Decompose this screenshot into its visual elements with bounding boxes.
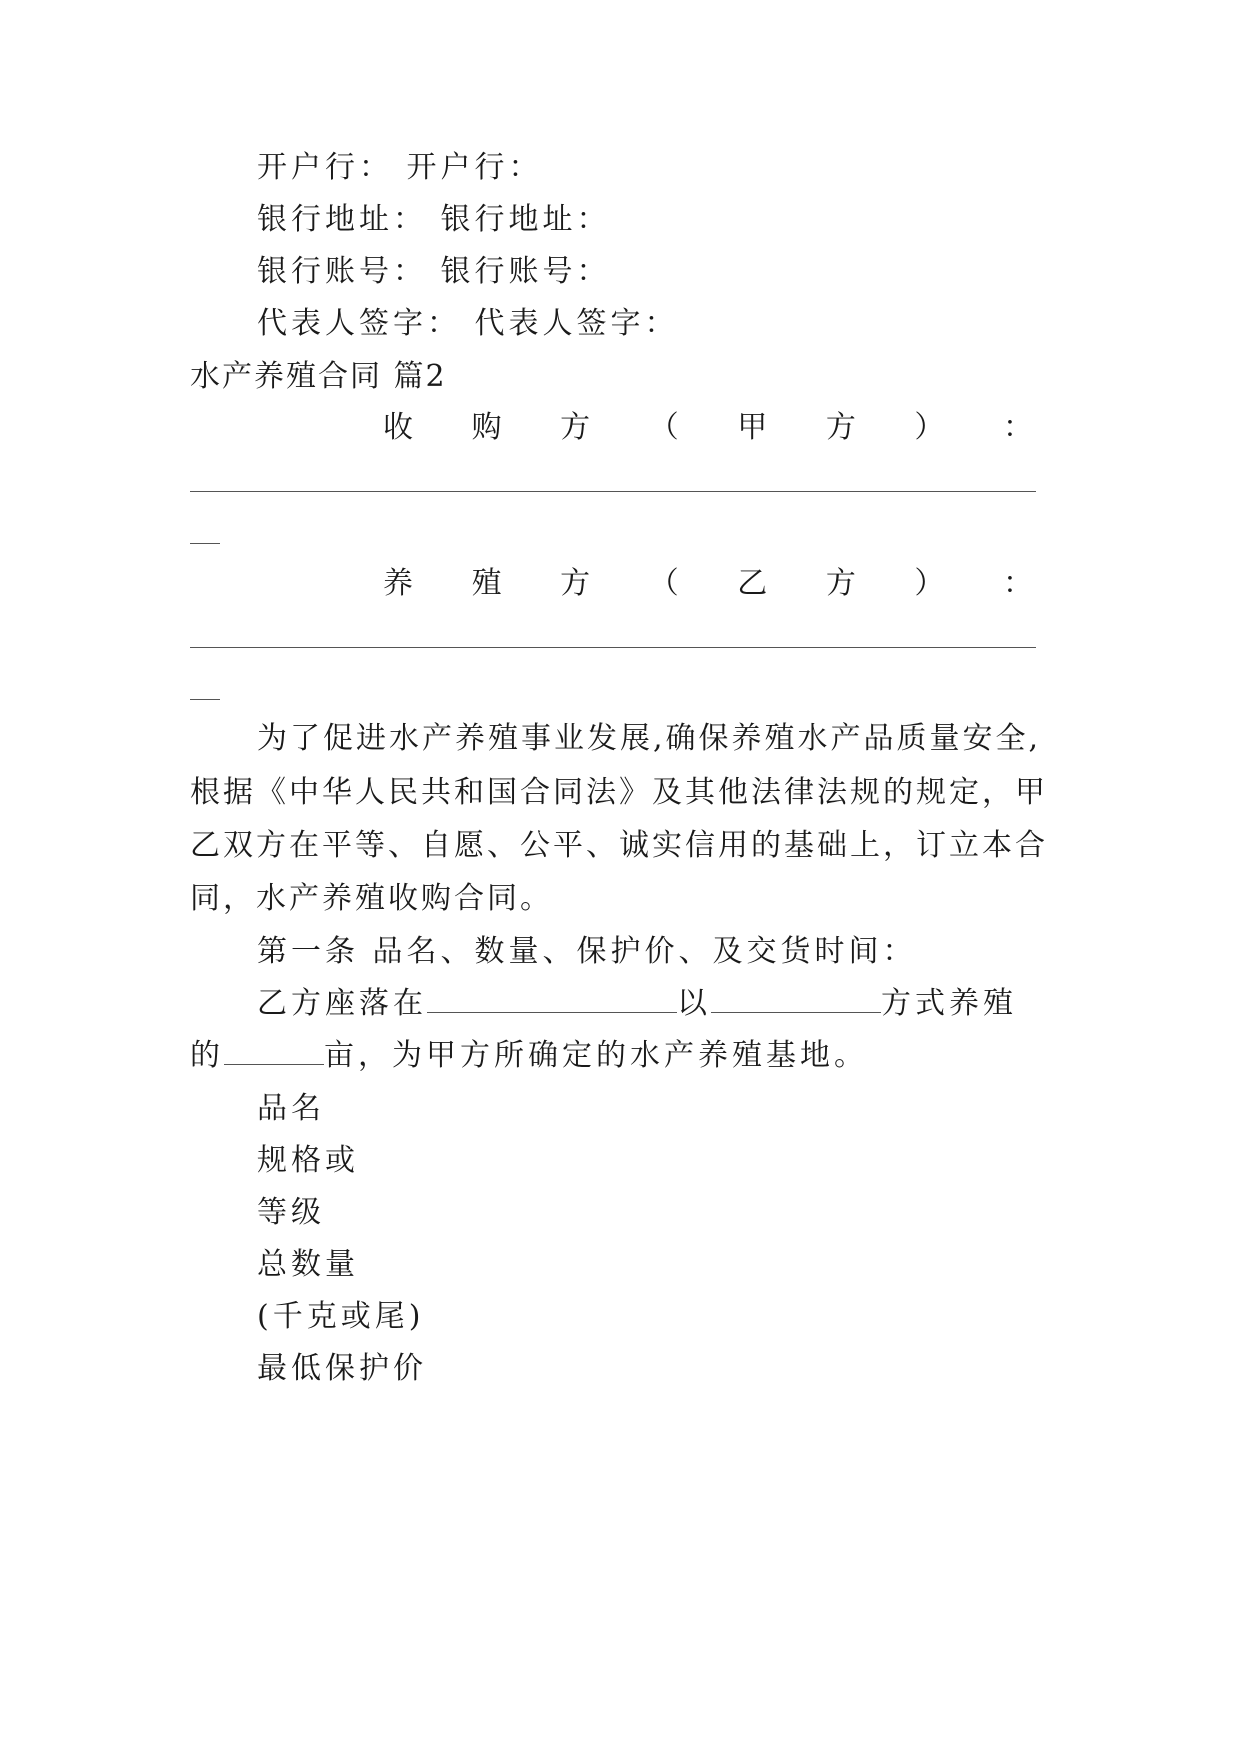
location-blank	[427, 986, 677, 1013]
buyer-fill-line-tail	[190, 543, 220, 544]
buyer-char: 方	[560, 410, 591, 445]
table-header-spec: 规格或	[257, 1143, 359, 1178]
table-header-product-name: 品名	[257, 1091, 325, 1126]
rep-sign-line: 代表人签字： 代表人签字：	[257, 306, 679, 341]
buyer-char: 方	[825, 410, 856, 445]
buyer-char: 甲	[737, 410, 768, 445]
intro-line-4: 同，水产养殖收购合同。	[190, 881, 553, 916]
article1-text: 乙方座落在	[257, 986, 427, 1021]
section-title: 水产养殖合同 篇2	[190, 359, 447, 394]
farmer-char: 乙	[737, 566, 768, 601]
article1-text: 亩，为甲方所确定的水产养殖基地。	[324, 1038, 868, 1073]
bank-address-line: 银行地址： 银行地址：	[257, 202, 611, 237]
farmer-fill-line	[190, 647, 1036, 648]
intro-line-3: 乙双方在平等、自愿、公平、诚实信用的基础上，订立本合	[190, 828, 1048, 863]
intro-line-2: 根据《中华人民共和国合同法》及其他法律法规的规定，甲	[190, 775, 1048, 810]
farmer-char: （	[648, 566, 679, 601]
table-header-grade: 等级	[257, 1195, 325, 1230]
article1-line-1	[257, 984, 1117, 1024]
article1-text: 以	[677, 986, 711, 1021]
table-header-total-quantity: 总数量	[257, 1247, 359, 1282]
buyer-char: 购	[471, 410, 502, 445]
table-header-min-price: 最低保护价	[257, 1351, 427, 1386]
farmer-char: ）	[914, 566, 945, 601]
intro-line-1: 为了促进水产养殖事业发展,确保养殖水产品质量安全,	[257, 721, 1042, 756]
farmer-char: 方	[560, 566, 591, 601]
buyer-char: ）	[914, 410, 945, 445]
article1-text: 方式养殖	[881, 986, 1017, 1021]
farmer-label	[383, 564, 1033, 604]
article1-line-2	[190, 1036, 1050, 1076]
buyer-char: （	[648, 410, 679, 445]
area-blank	[224, 1038, 324, 1065]
buyer-label	[383, 408, 1033, 448]
open-bank-line: 开户行： 开户行：	[257, 150, 543, 185]
buyer-char: ：	[1002, 410, 1033, 445]
method-blank	[711, 986, 881, 1013]
buyer-char: 收	[383, 410, 413, 445]
bank-account-line: 银行账号： 银行账号：	[257, 254, 611, 289]
buyer-fill-line	[190, 491, 1036, 492]
farmer-char: 殖	[471, 566, 502, 601]
farmer-char: 方	[825, 566, 856, 601]
article1-text: 的	[190, 1038, 224, 1073]
farmer-fill-line-tail	[190, 699, 220, 700]
article1-heading: 第一条 品名、数量、保护价、及交货时间：	[257, 934, 917, 969]
farmer-char: 养	[383, 566, 413, 601]
table-header-unit: (千克或尾)	[257, 1299, 425, 1334]
farmer-char: ：	[1002, 566, 1033, 601]
